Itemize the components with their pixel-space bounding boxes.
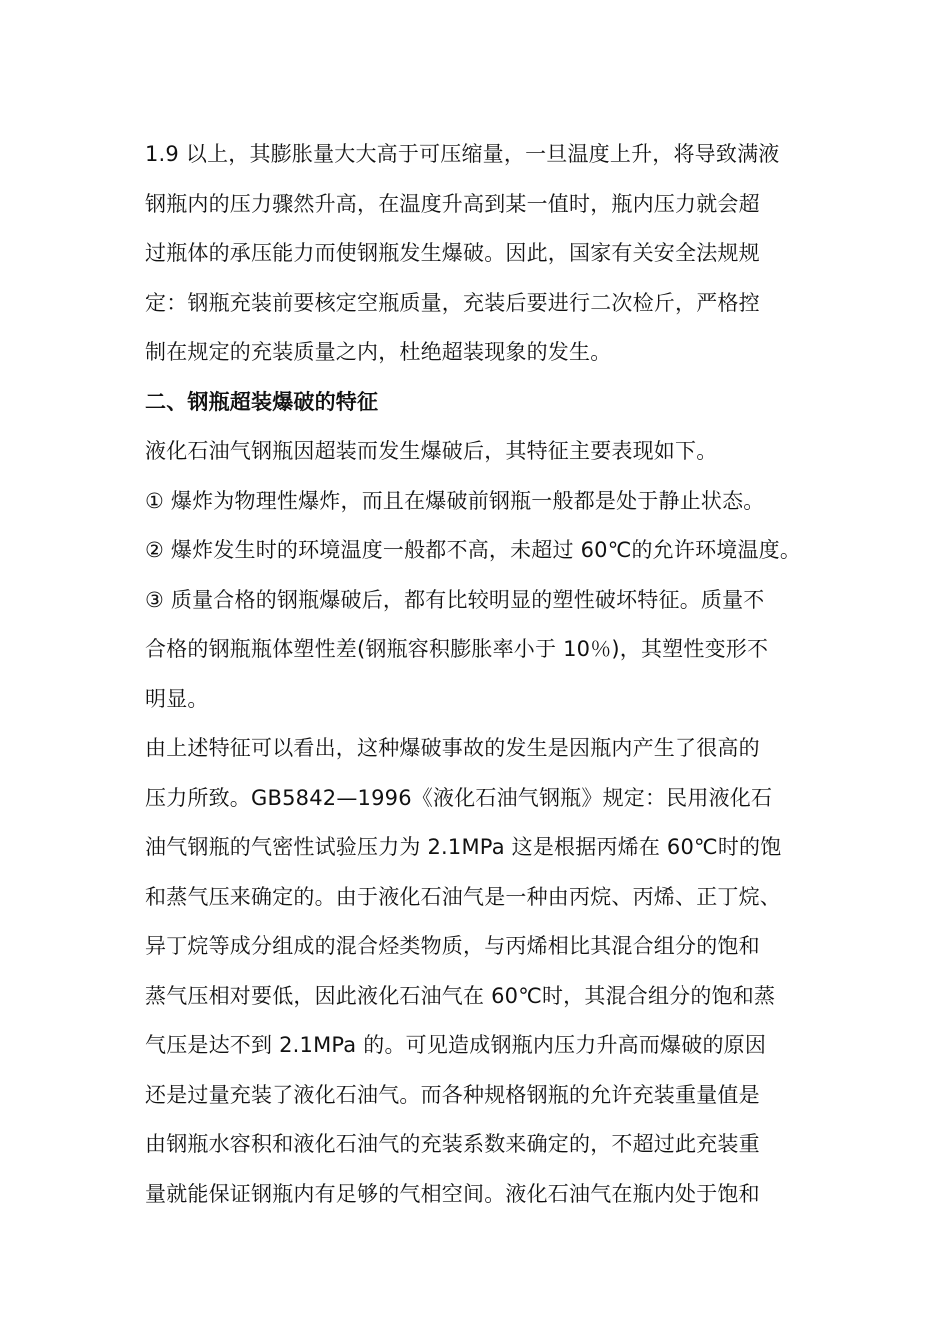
paragraph-line: 还是过量充装了液化石油气。而各种规格钢瓶的允许充装重量值是: [145, 1082, 760, 1107]
paragraph-line: 蒸气压相对要低，因此液化石油气在 60℃时，其混合组分的饱和蒸: [145, 983, 776, 1008]
paragraph-line: 合格的钢瓶瓶体塑性差(钢瓶容积膨胀率小于 10％)，其塑性变形不: [145, 637, 769, 661]
paragraph-line: 和蒸气压来确定的。由于液化石油气是一种由丙烷、丙烯、正丁烷、: [145, 884, 781, 909]
paragraph-line: 压力所致。GB5842—1996《液化石油气钢瓶》规定：民用液化石: [145, 785, 773, 810]
list-item-2: ② 爆炸发生时的环境温度一般都不高，未超过 60℃的允许环境温度。: [145, 538, 802, 562]
paragraph-line: 量就能保证钢瓶内有足够的气相空间。液化石油气在瓶内处于饱和: [145, 1181, 760, 1206]
paragraph-line: 钢瓶内的压力骤然升高，在温度升高到某一值时，瓶内压力就会超: [145, 191, 760, 216]
body-text: [145, 130, 825, 1219]
list-item-1: ① 爆炸为物理性爆炸，而且在爆破前钢瓶一般都是处于静止状态。: [145, 488, 765, 513]
paragraph-line: 气压是达不到 2.1MPa 的。可见造成钢瓶内压力升高而爆破的原因: [145, 1033, 767, 1057]
paragraph-line: 制在规定的充装质量之内，杜绝超装现象的发生。: [145, 340, 612, 364]
paragraph-line: 由钢瓶水容积和液化石油气的充装系数来确定的，不超过此充装重: [145, 1132, 760, 1156]
paragraph-line: 明显。: [145, 686, 209, 711]
paragraph-line: 1.9 以上，其膨胀量大大高于可压缩量，一旦温度上升，将导致满液: [145, 142, 780, 166]
paragraph-line: 异丁烷等成分组成的混合烃类物质，与丙烯相比其混合组分的饱和: [145, 934, 760, 958]
list-item-3: ③ 质量合格的钢瓶爆破后，都有比较明显的塑性破坏特征。质量不: [145, 587, 765, 612]
paragraph-line: 液化石油气钢瓶因超装而发生爆破后，其特征主要表现如下。: [145, 439, 718, 463]
paragraph-line: 油气钢瓶的气密性试验压力为 2.1MPa 这是根据丙烯在 60℃时的饱: [145, 835, 782, 859]
section-heading: 二、钢瓶超装爆破的特征: [145, 389, 379, 414]
paragraph-line: 定：钢瓶充装前要核定空瓶质量，充装后要进行二次检斤，严格控: [145, 290, 760, 315]
paragraph-line: 过瓶体的承压能力而使钢瓶发生爆破。因此，国家有关安全法规规: [145, 241, 760, 265]
paragraph-line: 由上述特征可以看出，这种爆破事故的发生是因瓶内产生了很高的: [145, 736, 760, 760]
